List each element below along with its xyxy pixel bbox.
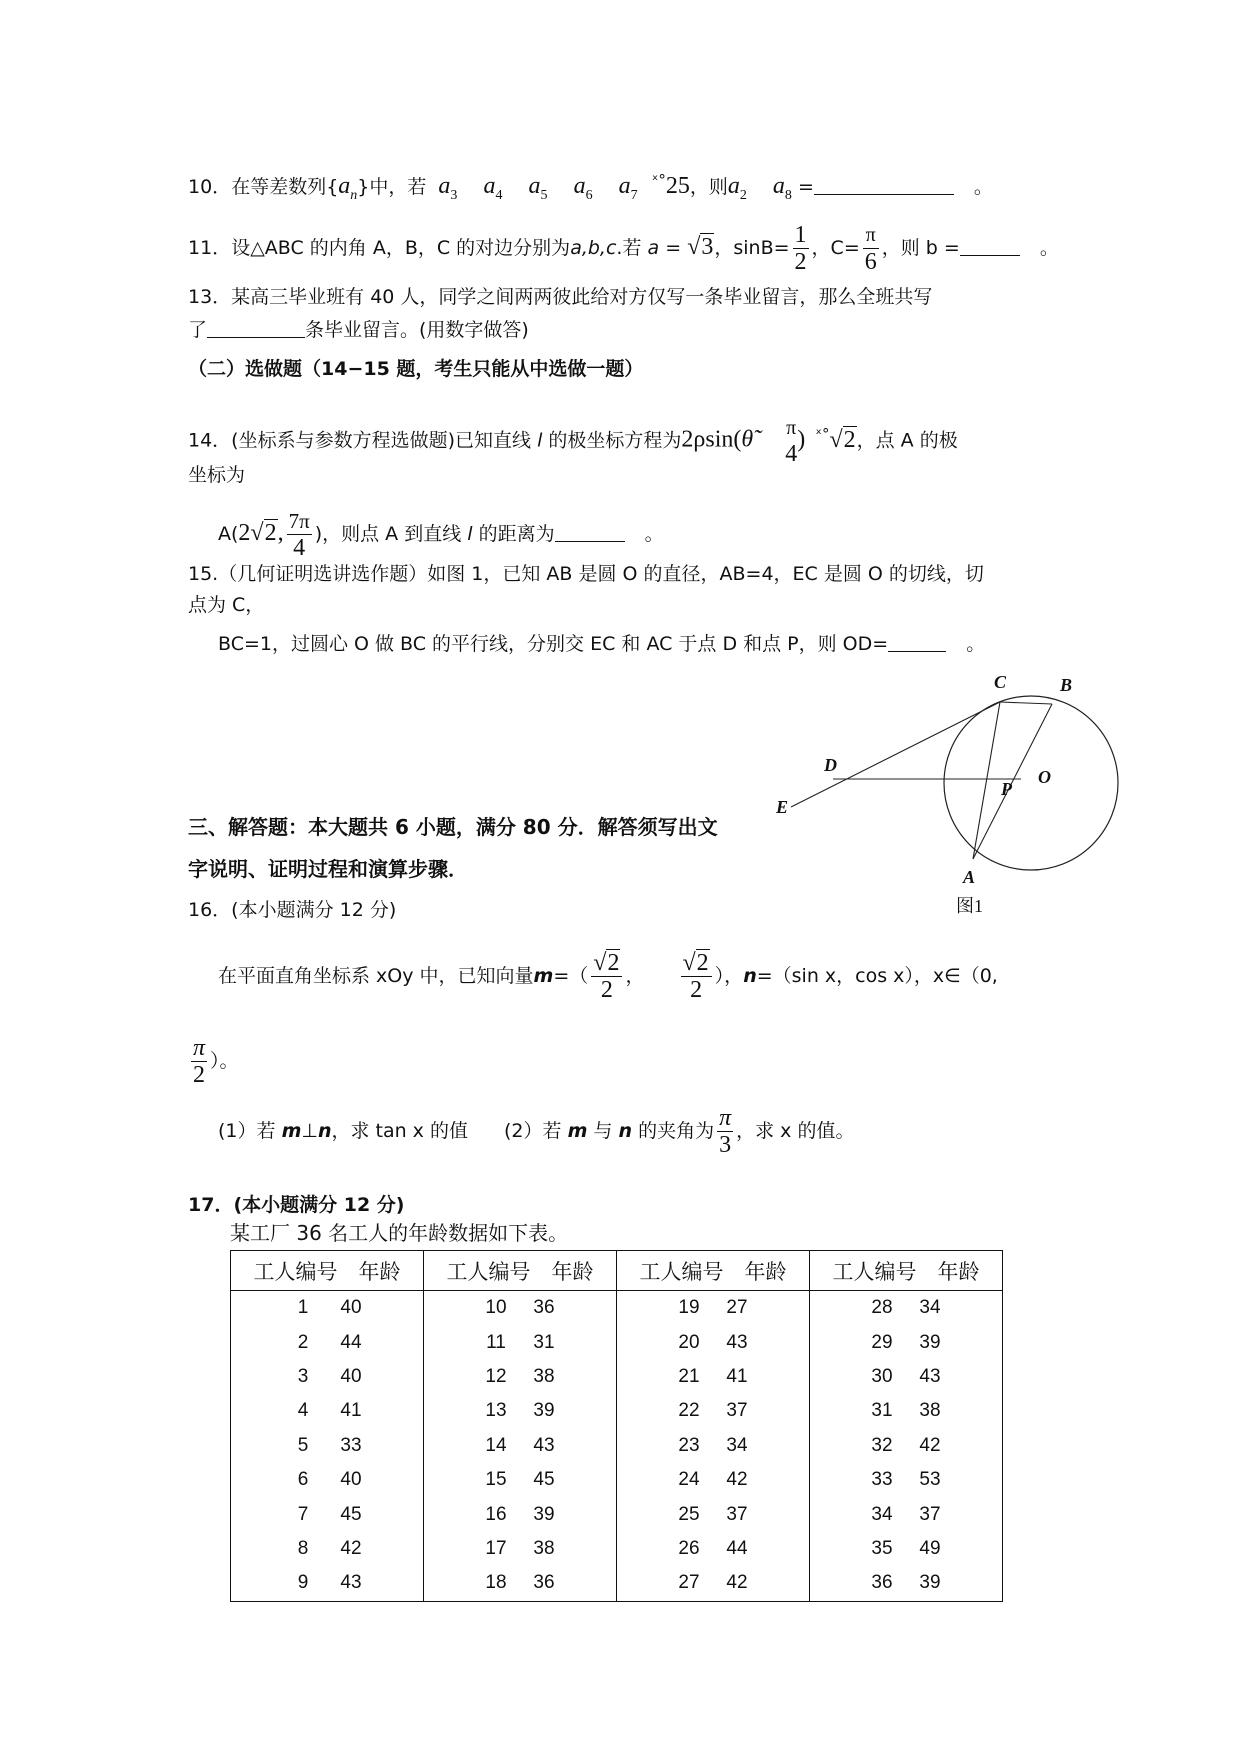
fraction-pi-over-6: $\frac{\pi}{6}$ — [864, 224, 877, 275]
label-e: E — [776, 797, 789, 817]
table-cell — [424, 1325, 617, 1359]
label-p: P — [1001, 779, 1012, 799]
fraction-sqrt2-over-2: $\frac{√2}{2}$ — [591, 950, 622, 1003]
q14-answer-blank — [555, 523, 625, 542]
worker-age: 43 — [533, 1434, 555, 1456]
worker-age: 53 — [919, 1469, 941, 1491]
table-cell — [231, 1566, 424, 1601]
worker-age: 42 — [919, 1434, 941, 1456]
question-16-line2: $\frac{\pi}{2}$ ）。 — [193, 1035, 239, 1088]
worker-id: 27 — [678, 1572, 700, 1594]
table-cell — [810, 1291, 1003, 1326]
question-16-heading: 16．(本小题满分 12 分) — [188, 899, 397, 921]
worker-age: 41 — [340, 1400, 362, 1422]
segment-ca — [973, 702, 1000, 859]
worker-id: 4 — [297, 1400, 309, 1422]
worker-id: 23 — [678, 1434, 700, 1456]
worker-id: 10 — [485, 1297, 507, 1319]
table-cell — [424, 1394, 617, 1428]
question-14-line3: A(2√2, $\frac{7\pi}{4}$ )，则点 A 到直线 l 的距离为 。 — [218, 509, 664, 561]
table-cell — [231, 1360, 424, 1394]
q10-number: 10． — [188, 176, 232, 198]
worker-id: 19 — [678, 1297, 700, 1319]
question-16-line1: 在平面直角坐标系 xOy 中，已知向量m=（ $\frac{√2}{2}$ ， $\frac{√2}{2}$ ），n=（sin x，cos x），x∈（0, — [218, 950, 998, 1003]
table-row — [231, 1429, 1003, 1463]
worker-age: 39 — [533, 1400, 555, 1422]
table-cell — [424, 1497, 617, 1531]
worker-age: 34 — [919, 1297, 941, 1319]
fraction-7pi-over-4: $\frac{7\pi}{4}$ — [288, 509, 310, 561]
table-cell — [424, 1291, 617, 1326]
column-header: 工人编号 年龄 — [810, 1251, 1003, 1291]
figure-caption: 图1 — [956, 896, 983, 916]
worker-age: 43 — [919, 1365, 941, 1387]
worker-age: 34 — [726, 1434, 748, 1456]
table-cell — [810, 1325, 1003, 1359]
table-cell — [617, 1360, 810, 1394]
table-cell — [810, 1429, 1003, 1463]
worker-id: 22 — [678, 1400, 700, 1422]
table-cell — [231, 1325, 424, 1359]
label-c: C — [994, 672, 1007, 692]
column-header: 工人编号 年龄 — [617, 1251, 810, 1291]
geometry-figure-1 — [760, 665, 1140, 925]
worker-id: 9 — [297, 1572, 309, 1594]
label-a: A — [963, 867, 976, 887]
table-row — [231, 1497, 1003, 1531]
worker-age: 44 — [340, 1331, 362, 1353]
table-cell — [231, 1291, 424, 1326]
question-14-line1: 14．(坐标系与参数方程选做题)已知直线 l 的极坐标方程为2ρsin(θ̃ π 4 ) $^{ˣ^\circ}$√2，点 A 的极 — [188, 417, 958, 467]
worker-age: 38 — [533, 1365, 555, 1387]
worker-id: 1 — [297, 1297, 309, 1319]
worker-age: 42 — [726, 1469, 748, 1491]
q13-answer-blank — [207, 319, 305, 338]
table-cell — [424, 1532, 617, 1566]
worker-id: 15 — [485, 1469, 507, 1491]
worker-age: 41 — [726, 1365, 748, 1387]
worker-id: 6 — [297, 1469, 309, 1491]
table-cell — [231, 1463, 424, 1497]
table-cell — [810, 1394, 1003, 1428]
table-header-row — [231, 1251, 1003, 1291]
table-cell — [231, 1497, 424, 1531]
table-cell — [231, 1394, 424, 1428]
fraction-pi-over-2: $\frac{\pi}{2}$ — [193, 1035, 206, 1088]
worker-age: 40 — [340, 1469, 362, 1491]
worker-age: 38 — [533, 1537, 555, 1559]
question-15-line3: BC=1，过圆心 O 做 BC 的平行线，分别交 EC 和 AC 于点 D 和点 P，则 OD= 。 — [218, 633, 986, 655]
worker-id: 26 — [678, 1537, 700, 1559]
table-cell — [424, 1429, 617, 1463]
table-cell — [810, 1497, 1003, 1531]
question-15-line1: 15.（几何证明选讲选作题）如图 1，已知 AB 是圆 O 的直径，AB=4，EC 是圆 O 的切线，切 — [188, 563, 984, 585]
worker-age: 39 — [919, 1331, 941, 1353]
worker-id: 11 — [486, 1331, 506, 1353]
column-header: 工人编号 年龄 — [424, 1251, 617, 1291]
worker-id: 30 — [871, 1365, 893, 1387]
table-row — [231, 1291, 1003, 1326]
question-14-line2: 坐标为 — [188, 464, 246, 486]
question-13-line2: 了 条毕业留言。(用数字做答) — [188, 319, 529, 341]
worker-id: 28 — [871, 1297, 893, 1319]
section-3-heading-line1: 三、解答题：本大题共 6 小题，满分 80 分．解答须写出文 — [188, 815, 718, 839]
table-cell — [424, 1566, 617, 1601]
worker-id: 16 — [485, 1503, 507, 1525]
table-cell — [617, 1291, 810, 1326]
segment-cb — [1000, 702, 1052, 704]
table-row — [231, 1394, 1003, 1428]
worker-age: 31 — [533, 1331, 555, 1353]
fraction-pi-over-3: $\frac{\pi}{3}$ — [719, 1105, 732, 1158]
q10-answer-blank — [814, 176, 954, 195]
table-cell — [617, 1532, 810, 1566]
worker-id: 34 — [871, 1503, 893, 1525]
worker-id: 5 — [297, 1434, 309, 1456]
question-16-parts: (1）若 m⊥n，求 tan x 的值 (2）若 m 与 n 的夹角为 $\frac{\pi}{3}$ ，求 x 的值。 — [218, 1105, 855, 1158]
worker-id: 13 — [485, 1400, 507, 1422]
table-row — [231, 1463, 1003, 1497]
worker-id: 29 — [871, 1331, 893, 1353]
question-10: 10．在等差数列$\{a_n\}$中，若 $a_3$ $a_4$ $a_5$ $a_6$ $a_7$ $^{ˣ^\circ}$25，则$a_2$ $a_8$ = 。 — [188, 171, 993, 203]
worker-id: 17 — [485, 1537, 507, 1559]
worker-id: 21 — [678, 1365, 700, 1387]
worker-id: 3 — [297, 1365, 309, 1387]
worker-age: 37 — [726, 1400, 748, 1422]
question-13-line1: 13．某高三毕业班有 40 人，同学之间两两彼此给对方仅写一条毕业留言，那么全班共写 — [188, 286, 933, 308]
worker-id: 24 — [678, 1469, 700, 1491]
q11-answer-blank — [960, 237, 1020, 256]
circle-o — [944, 696, 1118, 870]
table-row — [231, 1532, 1003, 1566]
tangent-ec — [791, 702, 1000, 807]
worker-age: 43 — [726, 1331, 748, 1353]
worker-age: 40 — [340, 1297, 362, 1319]
table-cell — [424, 1360, 617, 1394]
table-cell — [617, 1429, 810, 1463]
worker-age: 45 — [340, 1503, 362, 1525]
question-17-intro: 某工厂 36 名工人的年龄数据如下表。 — [230, 1221, 569, 1245]
table-cell — [810, 1532, 1003, 1566]
table-cell — [810, 1463, 1003, 1497]
section-3-heading-line2: 字说明、证明过程和演算步骤． — [188, 857, 468, 881]
table-cell — [810, 1566, 1003, 1601]
table-cell — [617, 1497, 810, 1531]
question-15-line2: 点为 C， — [188, 594, 265, 616]
worker-id: 20 — [678, 1331, 700, 1353]
fraction-one-half: $\frac{1}{2}$ — [794, 222, 807, 275]
worker-id: 2 — [297, 1331, 309, 1353]
table-cell — [617, 1463, 810, 1497]
worker-age-table — [230, 1250, 1003, 1602]
worker-age: 39 — [533, 1503, 555, 1525]
worker-id: 25 — [678, 1503, 700, 1525]
worker-id: 7 — [297, 1503, 309, 1525]
worker-age: 42 — [340, 1537, 362, 1559]
question-17-heading: 17．(本小题满分 12 分) — [188, 1194, 405, 1216]
worker-id: 33 — [871, 1469, 893, 1491]
question-11: 11．设△ABC 的内角 A，B，C 的对边分别为a,b,c.若 a = √3，sinB= $\frac{1}{2}$ ，C= $\frac{\pi}{6}$ ，则 b = 。 — [188, 222, 1059, 275]
table-row — [231, 1360, 1003, 1394]
table-cell — [424, 1463, 617, 1497]
worker-age: 39 — [919, 1572, 941, 1594]
worker-age: 36 — [533, 1572, 555, 1594]
label-d: D — [824, 755, 837, 775]
worker-age: 37 — [919, 1503, 941, 1525]
label-b: B — [1060, 675, 1073, 695]
worker-age: 44 — [726, 1537, 748, 1559]
q15-answer-blank — [888, 633, 946, 652]
worker-age: 27 — [726, 1297, 748, 1319]
worker-id: 35 — [871, 1537, 893, 1559]
worker-age: 37 — [726, 1503, 748, 1525]
table-cell — [617, 1566, 810, 1601]
table-cell — [231, 1429, 424, 1463]
worker-age: 36 — [533, 1297, 555, 1319]
table-cell — [617, 1394, 810, 1428]
table-cell — [231, 1532, 424, 1566]
worker-id: 32 — [871, 1434, 893, 1456]
table-row — [231, 1325, 1003, 1359]
table-cell — [617, 1325, 810, 1359]
worker-age: 45 — [533, 1469, 555, 1491]
fraction-sqrt2-over-2-b: $\frac{√2}{2}$ — [681, 950, 712, 1003]
worker-age: 33 — [340, 1434, 362, 1456]
worker-id: 14 — [485, 1434, 507, 1456]
worker-age: 43 — [340, 1572, 362, 1594]
worker-id: 36 — [871, 1572, 893, 1594]
worker-age: 49 — [919, 1537, 941, 1559]
worker-age: 42 — [726, 1572, 748, 1594]
worker-id: 8 — [297, 1537, 309, 1559]
section-2-heading: （二）选做题（14−15 题，考生只能从中选做一题） — [188, 358, 644, 380]
worker-age: 38 — [919, 1400, 941, 1422]
worker-id: 12 — [485, 1365, 507, 1387]
table-row — [231, 1566, 1003, 1601]
worker-age: 40 — [340, 1365, 362, 1387]
label-o: O — [1038, 767, 1051, 787]
table-cell — [810, 1360, 1003, 1394]
worker-id: 31 — [871, 1400, 893, 1422]
q10-text: 在等差数列{ — [231, 176, 339, 198]
worker-id: 18 — [485, 1572, 507, 1594]
column-header: 工人编号 年龄 — [231, 1251, 424, 1291]
